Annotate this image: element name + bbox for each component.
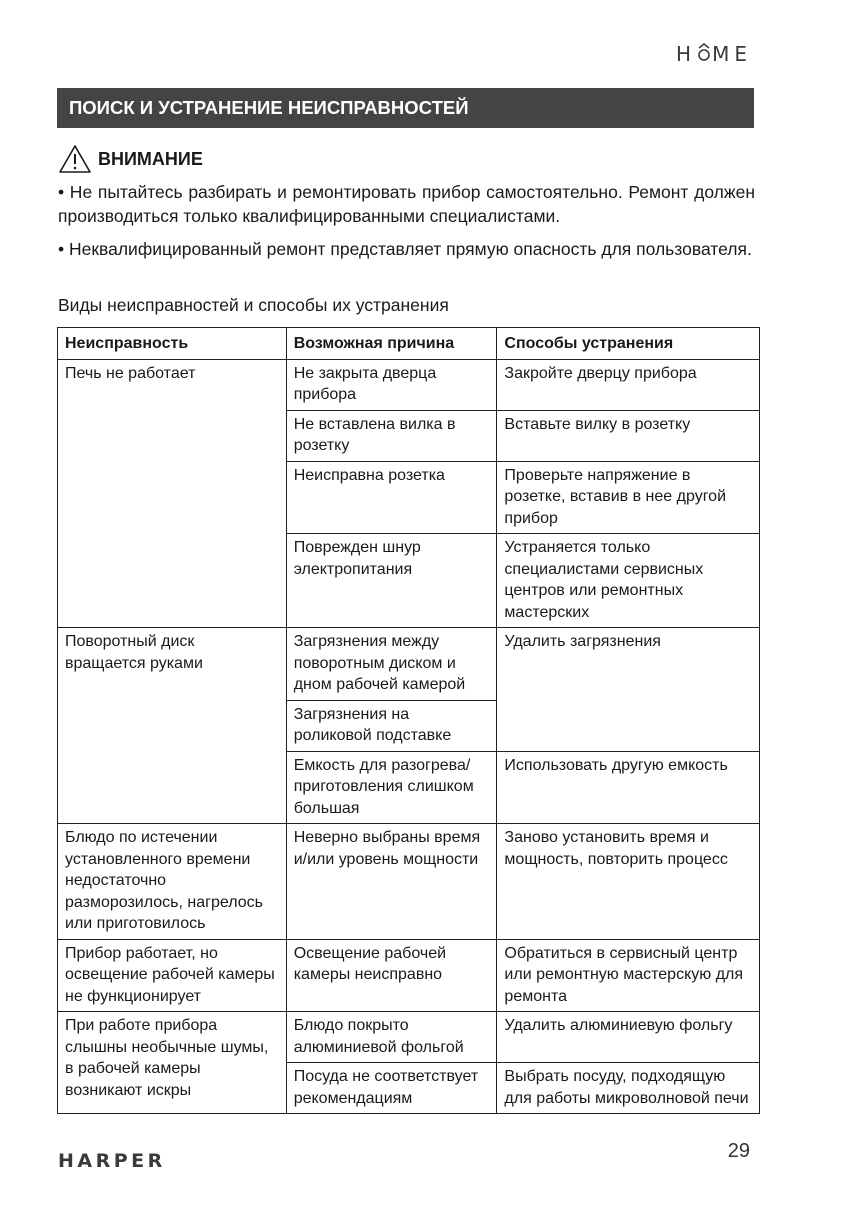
cause-cell: Не закрыта дверца прибора	[286, 359, 497, 410]
solution-cell: Устраняется только специалистами сервисных центров или ремонтных мастерских	[497, 534, 760, 628]
header-cause: Возможная причина	[286, 328, 497, 360]
home-logo	[676, 42, 752, 66]
cause-cell: Загрязнения на роликовой подставке	[286, 700, 497, 751]
cause-cell: Освещение рабочей камеры неисправно	[286, 939, 497, 1012]
cause-cell: Блюдо покрыто алюминиевой фольгой	[286, 1012, 497, 1063]
header-solution: Способы устранения	[497, 328, 760, 360]
table-row	[58, 628, 760, 701]
cause-cell: Загрязнения между поворотным диском и дном рабочей камерой	[286, 628, 497, 701]
problem-cell: Блюдо по истечении установленного времени недостаточно разморозилось, нагрелось или приготовилось	[58, 824, 287, 940]
problem-cell: Поворотный диск вращается руками	[58, 628, 287, 824]
table-header-row	[58, 328, 760, 360]
problem-cell: Печь не работает	[58, 359, 287, 628]
warning-paragraph: • Не пытайтесь разбирать и ремонтировать прибор самостоятельно. Ремонт должен производиться только квалифицированными специалистами.	[58, 182, 755, 226]
table-title: Виды неисправностей и способы их устранения	[58, 295, 449, 315]
solution-cell: Проверьте напряжение в розетке, вставив в нее другой прибор	[497, 461, 760, 534]
home-logo-suffix: ME	[712, 42, 752, 66]
solution-cell: Выбрать посуду, подходящую для работы микроволновой печи	[497, 1063, 760, 1114]
cause-cell: Посуда не соответствует рекомендациям	[286, 1063, 497, 1114]
solution-cell: Использовать другую емкость	[497, 751, 760, 824]
table-row	[58, 1012, 760, 1063]
page-number: 29	[727, 1140, 750, 1162]
cause-cell: Не вставлена вилка в розетку	[286, 410, 497, 461]
table-row	[58, 939, 760, 1012]
harper-logo: HARPER	[58, 1150, 166, 1172]
cause-cell: Неверно выбраны время и/или уровень мощности	[286, 824, 497, 940]
solution-cell: Вставьте вилку в розетку	[497, 410, 760, 461]
solution-cell: Удалить загрязнения	[497, 628, 760, 752]
cause-cell: Неисправна розетка	[286, 461, 497, 534]
warning-title: ВНИМАНИЕ	[98, 148, 203, 169]
home-logo-o-icon	[696, 42, 712, 66]
home-logo-prefix: H	[676, 42, 697, 66]
problem-cell: При работе прибора слышны необычные шумы, в рабочей камеры возникают искры	[58, 1012, 287, 1114]
warning-heading	[58, 143, 203, 175]
troubleshooting-table	[57, 327, 760, 1114]
solution-cell: Обратиться в сервисный центр или ремонтную мастерскую для ремонта	[497, 939, 760, 1012]
cause-cell: Поврежден шнур электропитания	[286, 534, 497, 628]
solution-cell: Удалить алюминиевую фольгу	[497, 1012, 760, 1063]
section-title: ПОИСК И УСТРАНЕНИЕ НЕИСПРАВНОСТЕЙ	[57, 88, 754, 128]
problem-cell: Прибор работает, но освещение рабочей камеры не функционирует	[58, 939, 287, 1012]
table-row	[58, 359, 760, 410]
header-problem: Неисправность	[58, 328, 287, 360]
cause-cell: Емкость для разогрева/приготовления слишком большая	[286, 751, 497, 824]
warning-icon	[58, 144, 92, 174]
table-row	[58, 824, 760, 940]
solution-cell: Закройте дверцу прибора	[497, 359, 760, 410]
warning-paragraph: • Неквалифицированный ремонт представляет прямую опасность для пользователя.	[58, 239, 752, 259]
solution-cell: Заново установить время и мощность, повторить процесс	[497, 824, 760, 940]
